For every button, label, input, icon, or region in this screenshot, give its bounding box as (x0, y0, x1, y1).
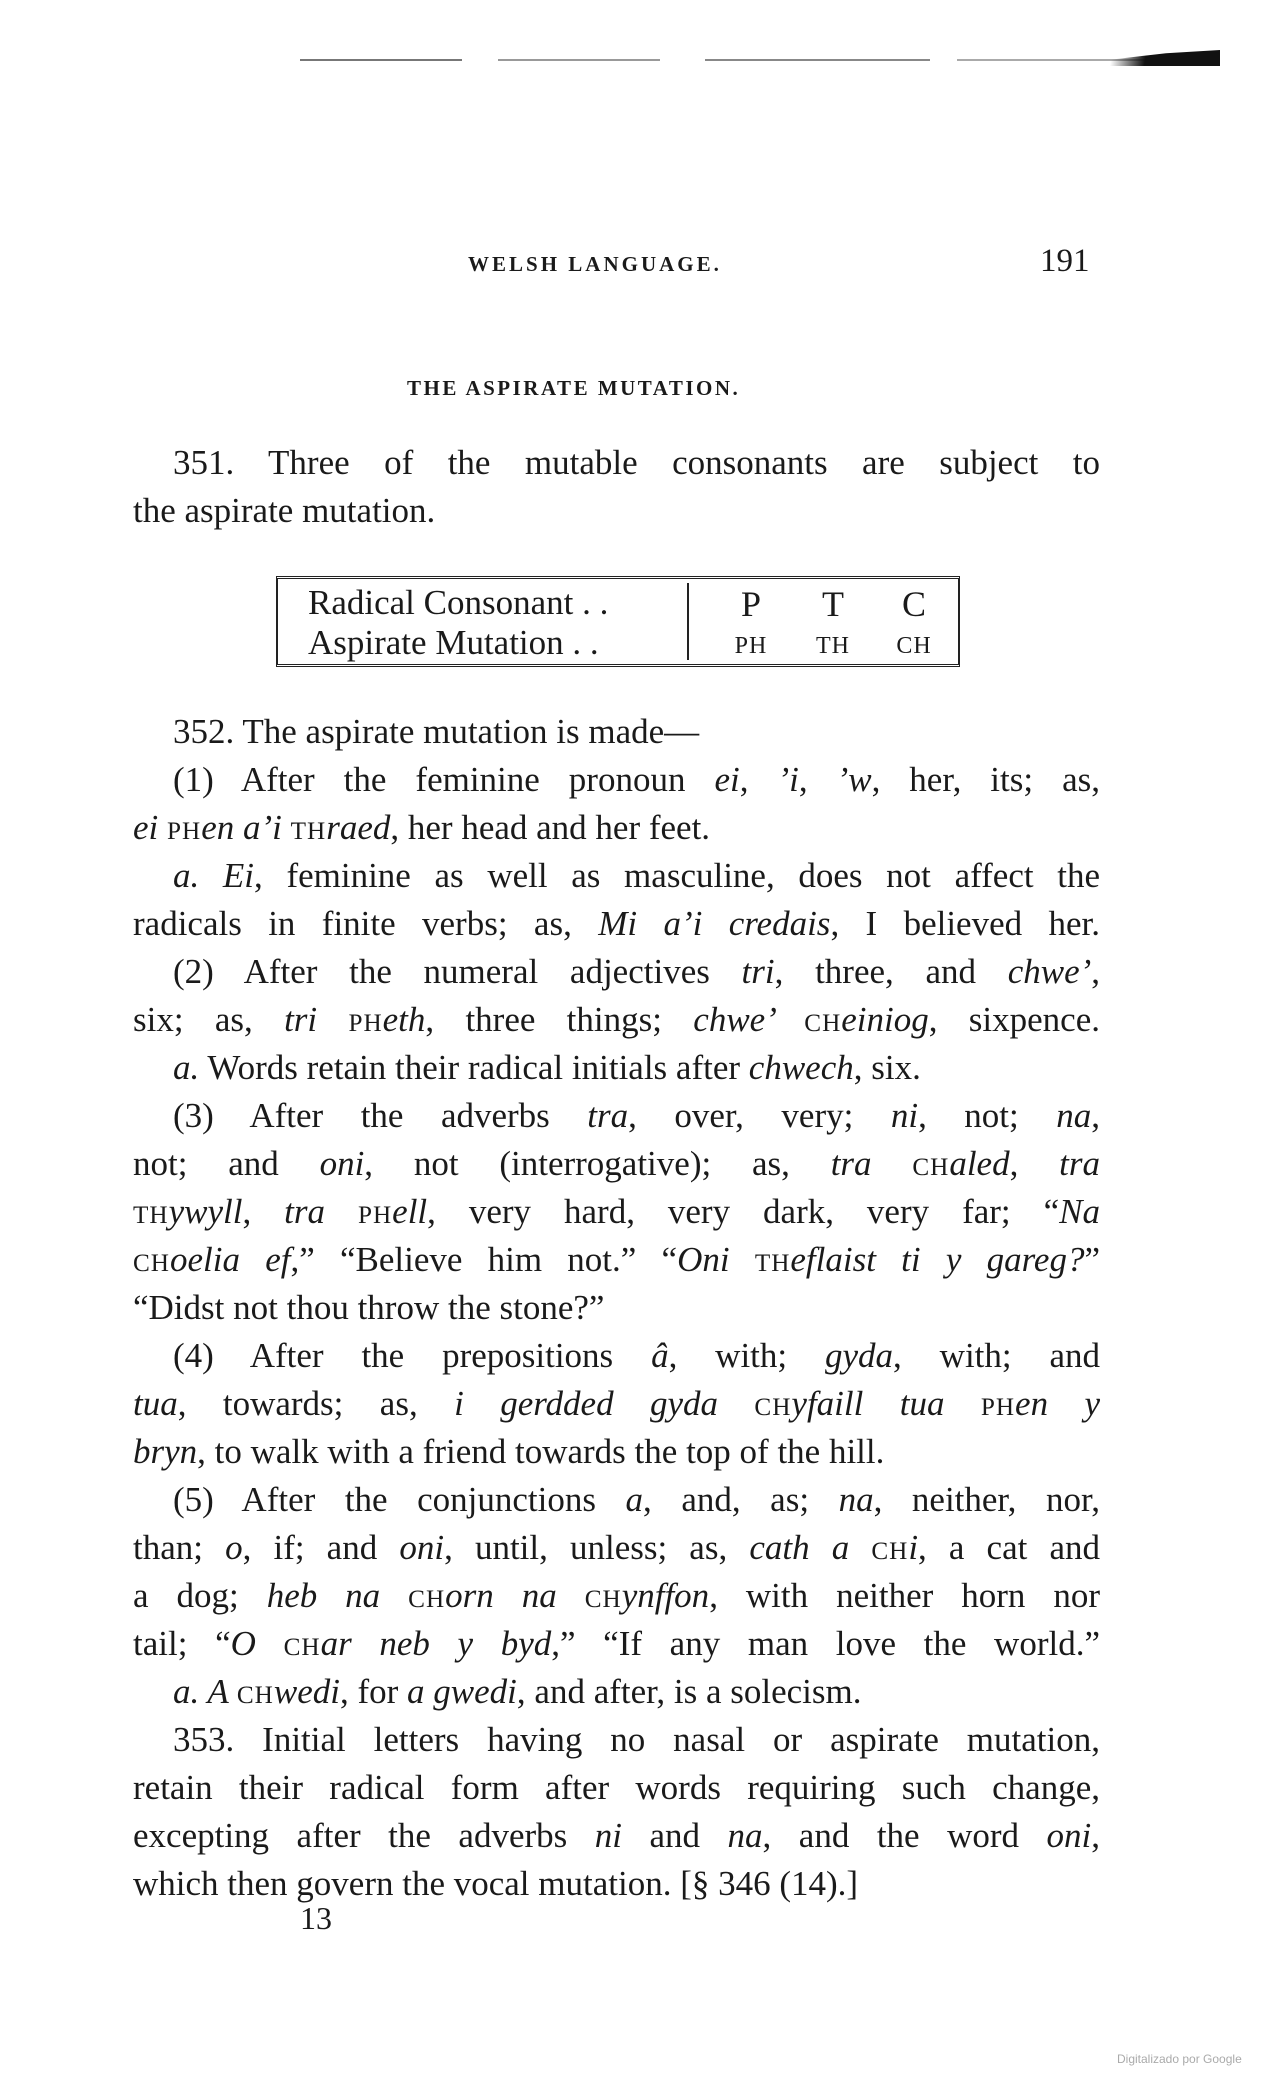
text-line (133, 439, 1100, 487)
google-watermark: Digitalizado por Google (1117, 2052, 1242, 2066)
small-caps-text: PH (167, 818, 202, 845)
section-title: THE ASPIRATE MUTATION. (407, 376, 741, 400)
italic-text: ar neb y byd (320, 1624, 552, 1663)
small-caps-text: CH (912, 1154, 950, 1181)
text-run: than; (133, 1528, 226, 1567)
text-line (133, 996, 1100, 1044)
italic-text: na (838, 1480, 874, 1519)
small-caps-text: CH (236, 1682, 274, 1709)
table-cell: P (740, 584, 762, 624)
text-run: , (1091, 1816, 1100, 1855)
text-run: ,” “If any man love the world.” (551, 1624, 1101, 1663)
italic-text: tri (741, 952, 775, 991)
text-run (199, 856, 223, 895)
italic-text: ni (594, 1816, 622, 1855)
text-run: , very hard, very dark, very far; “ (427, 1192, 1060, 1231)
text-line (133, 852, 1100, 900)
small-caps-text: TH (133, 1202, 169, 1229)
italic-text: ’w (836, 760, 872, 799)
text-line (133, 1380, 1100, 1428)
text-line (133, 1188, 1100, 1236)
text-run: , to walk with a friend towards the top of the hill. (197, 1432, 885, 1471)
text-run: , towards; as, (177, 1384, 455, 1423)
italic-text: a. (173, 1048, 200, 1087)
italic-text: Ei (222, 856, 255, 895)
text-run: , (242, 1192, 285, 1231)
italic-text: ’i (777, 760, 799, 799)
text-run: (2) After the numeral adjectives (173, 952, 742, 991)
italic-text: cath a (749, 1528, 872, 1567)
text-run: (3) After the adverbs (173, 1096, 588, 1135)
text-run: , (1091, 1096, 1100, 1135)
table-cell: TH (816, 633, 850, 659)
italic-text: oelia ef (170, 1240, 291, 1279)
small-caps-text: PH (357, 1202, 393, 1229)
italic-text: eth (382, 1000, 426, 1039)
small-caps-text: CH (754, 1394, 792, 1421)
italic-text: i (908, 1528, 919, 1567)
text-run: “Didst not thou throw the stone?” (133, 1288, 605, 1327)
text-run: 353. Initial letters having no nasal or aspirate mutation, (173, 1720, 1100, 1759)
text-run: 352. The aspirate mutation is made— (173, 712, 700, 751)
italic-text: a. A (173, 1672, 237, 1711)
text-run: , not (interrogative); as, (364, 1144, 831, 1183)
text-line (133, 1044, 1100, 1092)
scan-artifact-blot (1085, 50, 1220, 66)
running-title: WELSH LANGUAGE. (468, 252, 722, 276)
italic-text: na (1056, 1096, 1092, 1135)
italic-text: tra (284, 1192, 358, 1231)
italic-text: tra (1059, 1144, 1100, 1183)
text-run: , her, its; as, (871, 760, 1100, 799)
small-caps-text: CH (871, 1538, 909, 1565)
italic-text: orn na (445, 1576, 585, 1615)
text-run: , with neither horn nor (709, 1576, 1100, 1615)
body-text (133, 708, 1100, 1908)
italic-text: â (651, 1336, 669, 1375)
text-line (133, 948, 1100, 996)
small-caps-text: CH (408, 1586, 446, 1613)
text-line (133, 1524, 1100, 1572)
small-caps-text: TH (754, 1250, 791, 1277)
text-run: , six. (853, 1048, 921, 1087)
text-run: , if; and (242, 1528, 400, 1567)
text-run: Words retain their radical initials after (199, 1048, 749, 1087)
small-caps-text: CH (283, 1634, 321, 1661)
italic-text: a gwedi (407, 1672, 517, 1711)
italic-text: na (727, 1816, 763, 1855)
text-run: a dog; (133, 1576, 267, 1615)
text-line (133, 1332, 1100, 1380)
text-line (133, 1716, 1100, 1764)
small-caps-text: CH (133, 1250, 170, 1277)
text-run: excepting after the adverbs (133, 1816, 595, 1855)
italic-text: tua (133, 1384, 178, 1423)
table-cell: PH (734, 633, 768, 659)
text-run: ” (1084, 1240, 1100, 1279)
italic-text: Mi a’i credais (598, 904, 831, 943)
text-run: , three, and (774, 952, 1008, 991)
small-caps-text: PH (980, 1394, 1016, 1421)
text-run: (1) After the feminine pronoun (173, 760, 715, 799)
small-caps-text: CH (584, 1586, 622, 1613)
signature-mark: 13 (300, 1900, 332, 1936)
italic-text: a. (173, 856, 200, 895)
table-row-label-aspirate: Aspirate Mutation . . (308, 623, 599, 662)
text-line (133, 1620, 1100, 1668)
text-line (133, 1860, 1100, 1908)
text-line (133, 1572, 1100, 1620)
text-line (133, 756, 1100, 804)
italic-text: yfaill tua (791, 1384, 981, 1423)
text-run: tail; “ (133, 1624, 231, 1663)
text-run: retain their radical form after words requiring such change, (133, 1768, 1100, 1807)
text-run: , for (339, 1672, 408, 1711)
text-run: , a cat and (918, 1528, 1100, 1567)
text-run: , and, as; (643, 1480, 839, 1519)
text-line (133, 900, 1100, 948)
small-caps-text: PH (348, 1010, 383, 1037)
italic-text: oni (399, 1528, 445, 1567)
text-run: which then govern the vocal mutation. [§ 346 (14).] (133, 1864, 859, 1903)
text-run: , (739, 760, 778, 799)
table-cell: T (822, 584, 844, 624)
table-row-label-radical: Radical Consonant . . (308, 583, 609, 622)
italic-text: eflaist ti y gareg? (790, 1240, 1085, 1279)
text-run: , I believed her. (830, 904, 1101, 943)
text-run: , and after, is a solecism. (516, 1672, 862, 1711)
text-run: six; as, (133, 1000, 285, 1039)
paragraph-351 (133, 439, 1100, 535)
text-line (133, 1284, 1100, 1332)
scan-artifact-line (300, 59, 1200, 61)
italic-text: ni (890, 1096, 919, 1135)
italic-text: a (625, 1480, 644, 1519)
text-run: , with; (668, 1336, 825, 1375)
italic-text: ell (392, 1192, 428, 1231)
text-line (133, 1764, 1100, 1812)
text-run: , with; and (893, 1336, 1101, 1375)
italic-text: Oni (677, 1240, 755, 1279)
text-run: , not; (918, 1096, 1057, 1135)
text-run: (5) After the conjunctions (173, 1480, 626, 1519)
italic-text: tri (284, 1000, 349, 1039)
table-cell: C (901, 584, 926, 624)
text-run: radicals in finite verbs; as, (133, 904, 599, 943)
text-line (133, 487, 1100, 535)
text-run: ,” “Believe him not.” “ (290, 1240, 678, 1279)
text-run: , neither, nor, (873, 1480, 1100, 1519)
text-run: , (798, 760, 837, 799)
text-line (133, 1428, 1100, 1476)
text-line (133, 1668, 1100, 1716)
page-number: 191 (1040, 243, 1090, 279)
text-line (133, 1812, 1100, 1860)
italic-text: bryn (133, 1432, 198, 1471)
italic-text: ynffon (621, 1576, 710, 1615)
italic-text: chwe’ (693, 1000, 805, 1039)
text-line (133, 1140, 1100, 1188)
text-run: , (1009, 1144, 1060, 1183)
text-run: , over, very; (628, 1096, 891, 1135)
italic-text: O (230, 1624, 284, 1663)
text-run: and (622, 1816, 728, 1855)
italic-text: chwe’ (1007, 952, 1092, 991)
italic-text: heb na (266, 1576, 409, 1615)
text-run: , three things; (425, 1000, 694, 1039)
text-line (133, 1092, 1100, 1140)
italic-text: chwech (748, 1048, 854, 1087)
italic-text: einiog (841, 1000, 929, 1039)
table-cell: CH (896, 633, 932, 659)
text-run: , (1091, 952, 1101, 991)
italic-text: o (225, 1528, 243, 1567)
text-line (133, 1236, 1100, 1284)
italic-text: wedi (273, 1672, 340, 1711)
text-line (133, 1476, 1100, 1524)
text-run: , feminine as well as masculine, does not affect the (254, 856, 1101, 895)
italic-text: i gerdded gyda (454, 1384, 755, 1423)
small-caps-text: CH (804, 1010, 842, 1037)
text-line (133, 708, 1100, 756)
italic-text: oni (1046, 1816, 1092, 1855)
mutation-table (276, 576, 960, 667)
italic-text: ywyll (168, 1192, 243, 1231)
text-run: 351. Three of the mutable consonants are subject to (173, 443, 1100, 482)
italic-text: aled (949, 1144, 1010, 1183)
text-run: , sixpence. (928, 1000, 1100, 1039)
italic-text: ei (714, 760, 740, 799)
italic-text: tra (587, 1096, 629, 1135)
italic-text: tra (830, 1144, 913, 1183)
italic-text: oni (319, 1144, 365, 1183)
text-run: , until, unless; as, (444, 1528, 750, 1567)
italic-text: raed (326, 808, 391, 847)
italic-text: Na (1059, 1192, 1100, 1231)
italic-text: gyda (825, 1336, 894, 1375)
table-divider (687, 583, 689, 660)
text-run: the aspirate mutation. (133, 491, 436, 530)
italic-text: en y (1015, 1384, 1101, 1423)
italic-text: ei (133, 808, 168, 847)
text-run: , and the word (762, 1816, 1047, 1855)
text-run: not; and (133, 1144, 320, 1183)
text-run: , her head and her feet. (390, 808, 711, 847)
text-line (133, 804, 1100, 852)
text-run: (4) After the prepositions (173, 1336, 652, 1375)
small-caps-text: TH (290, 818, 327, 845)
italic-text: en a’i (201, 808, 291, 847)
